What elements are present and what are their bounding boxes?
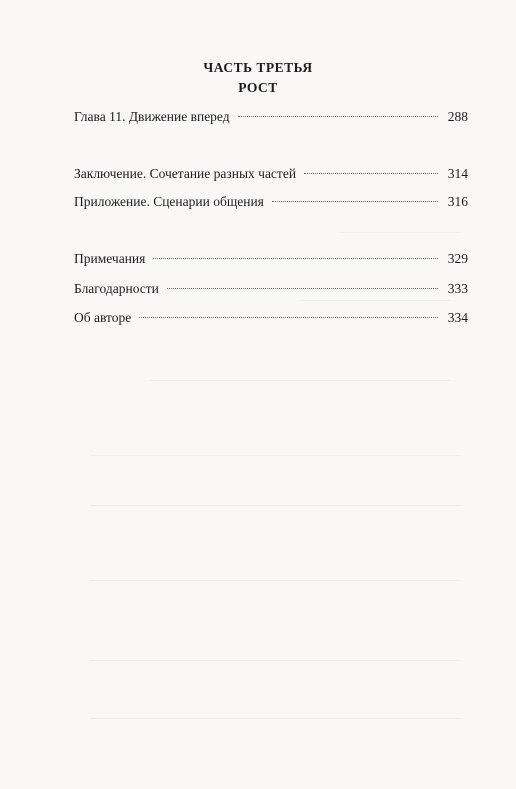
bleed-through-line xyxy=(90,455,460,456)
bleed-through-line xyxy=(340,232,460,233)
bleed-through-line xyxy=(300,300,450,301)
toc-entry-title: Примечания xyxy=(74,251,146,266)
toc-entry xyxy=(74,250,468,268)
bleed-through-line xyxy=(90,505,460,506)
toc-entry-page: 288 xyxy=(447,109,468,124)
bleed-through-line xyxy=(90,718,460,719)
toc-entry-title: Заключение. Сочетание разных частей xyxy=(74,166,297,181)
toc-entry-title: Глава 11. Движение вперед xyxy=(74,109,230,124)
toc-entry-title: Благодарности xyxy=(74,281,159,296)
dot-leader xyxy=(153,257,438,259)
bleed-through-line xyxy=(150,380,450,381)
toc-entry-title: Приложение. Сценарии общения xyxy=(74,194,264,209)
toc-entry xyxy=(74,108,468,126)
dot-leader xyxy=(304,172,438,174)
dot-leader xyxy=(238,115,438,117)
toc-entry xyxy=(74,309,468,327)
bleed-through-line xyxy=(90,660,460,661)
dot-leader xyxy=(272,200,438,202)
toc-entry xyxy=(74,193,468,211)
toc-entry-page: 314 xyxy=(447,166,468,181)
toc-entry xyxy=(74,165,468,183)
dot-leader xyxy=(139,316,438,318)
toc-entry-page: 329 xyxy=(447,251,468,266)
toc-entry xyxy=(74,280,468,298)
part-title: РОСТ xyxy=(238,80,278,95)
bleed-through-line xyxy=(90,580,460,581)
toc-entry-page: 316 xyxy=(447,194,468,209)
toc-entry-page: 333 xyxy=(447,281,468,296)
toc-entry-page: 334 xyxy=(447,310,468,325)
part-label: ЧАСТЬ ТРЕТЬЯ xyxy=(203,60,313,75)
toc-entry-title: Об авторе xyxy=(74,310,132,325)
dot-leader xyxy=(167,287,438,289)
